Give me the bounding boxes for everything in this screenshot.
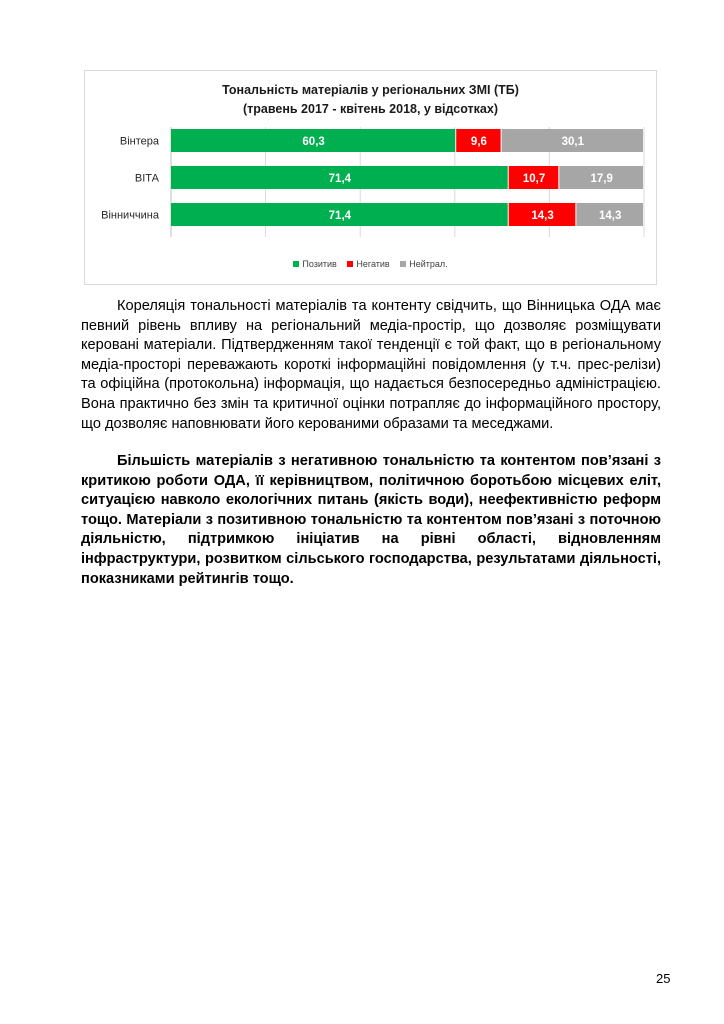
paragraph-text-bold: Більшість матеріалів з негативною тональністю та контентом пов’язані з критикою роботи ОДА, її керівництвом, політичною боротьбою місцевих еліт, ситуацією навколо екологічних питань (якість води), неефективністю реформ тощо. Матеріали з позитивною тональністю та контентом пов’язані з поточною діяльністю, підтримкою ініціатив на рівні області, відновленням інфраструктури, розвитком сільського господарства, результатами діяльності, показниками рейтингів тощо. [81,453,661,587]
data-label: 14,3 [531,210,554,222]
data-label: 9,6 [470,136,487,148]
category-label: Вінтера [119,135,159,148]
chart-legend [85,259,656,269]
legend-label-negative: Негатив [356,259,390,269]
legend-label-positive: Позитив [302,259,337,269]
legend-swatch-positive [293,261,299,267]
legend-label-neutral: Нейтрал. [409,259,448,269]
paragraph-materials-summary [81,452,661,589]
data-label: 30,1 [561,136,585,148]
data-label: 71,4 [328,210,352,222]
chart-plot [85,71,656,284]
category-label: Вінниччина [101,209,159,222]
page-number: 25 [656,971,671,986]
chart-title-line2: (травень 2017 - квітень 2018, у відсотках) [243,102,498,116]
legend-swatch-neutral [400,261,406,267]
paragraph-correlation [81,297,661,434]
chart-container [84,70,657,285]
paragraph-text: Кореляція тональності матеріалів та контенту свідчить, що Вінницька ОДА має певний рівень впливу на регіональний медіа-простір, що дозволяє розміщувати керовані матеріали. Підтвердженням такої тенденції є той факт, що в регіональному медіа-просторі переважають короткі інформаційні повідомлення (у т.ч. прес-релізи) та офіційна (протокольна) інформація, що надається безпосередньо адміністрацією. Вона практично без змін та критичної оцінки потрапляє до інформаційного простору, що дозволяє наповнювати його керованими образами та меседжами. [81,298,661,432]
data-label: 17,9 [590,173,613,185]
chart-title-line1: Тональність матеріалів у регіональних ЗМІ (ТБ) [222,83,519,97]
data-label: 60,3 [302,136,325,148]
legend-item-neutral [400,259,447,269]
legend-item-negative [347,259,389,269]
category-label: ВІТА [134,172,159,185]
legend-item-positive [293,259,336,269]
data-label: 14,3 [598,210,622,222]
data-label: 71,4 [328,173,352,185]
data-label: 10,7 [522,173,546,185]
legend-swatch-negative [347,261,353,267]
